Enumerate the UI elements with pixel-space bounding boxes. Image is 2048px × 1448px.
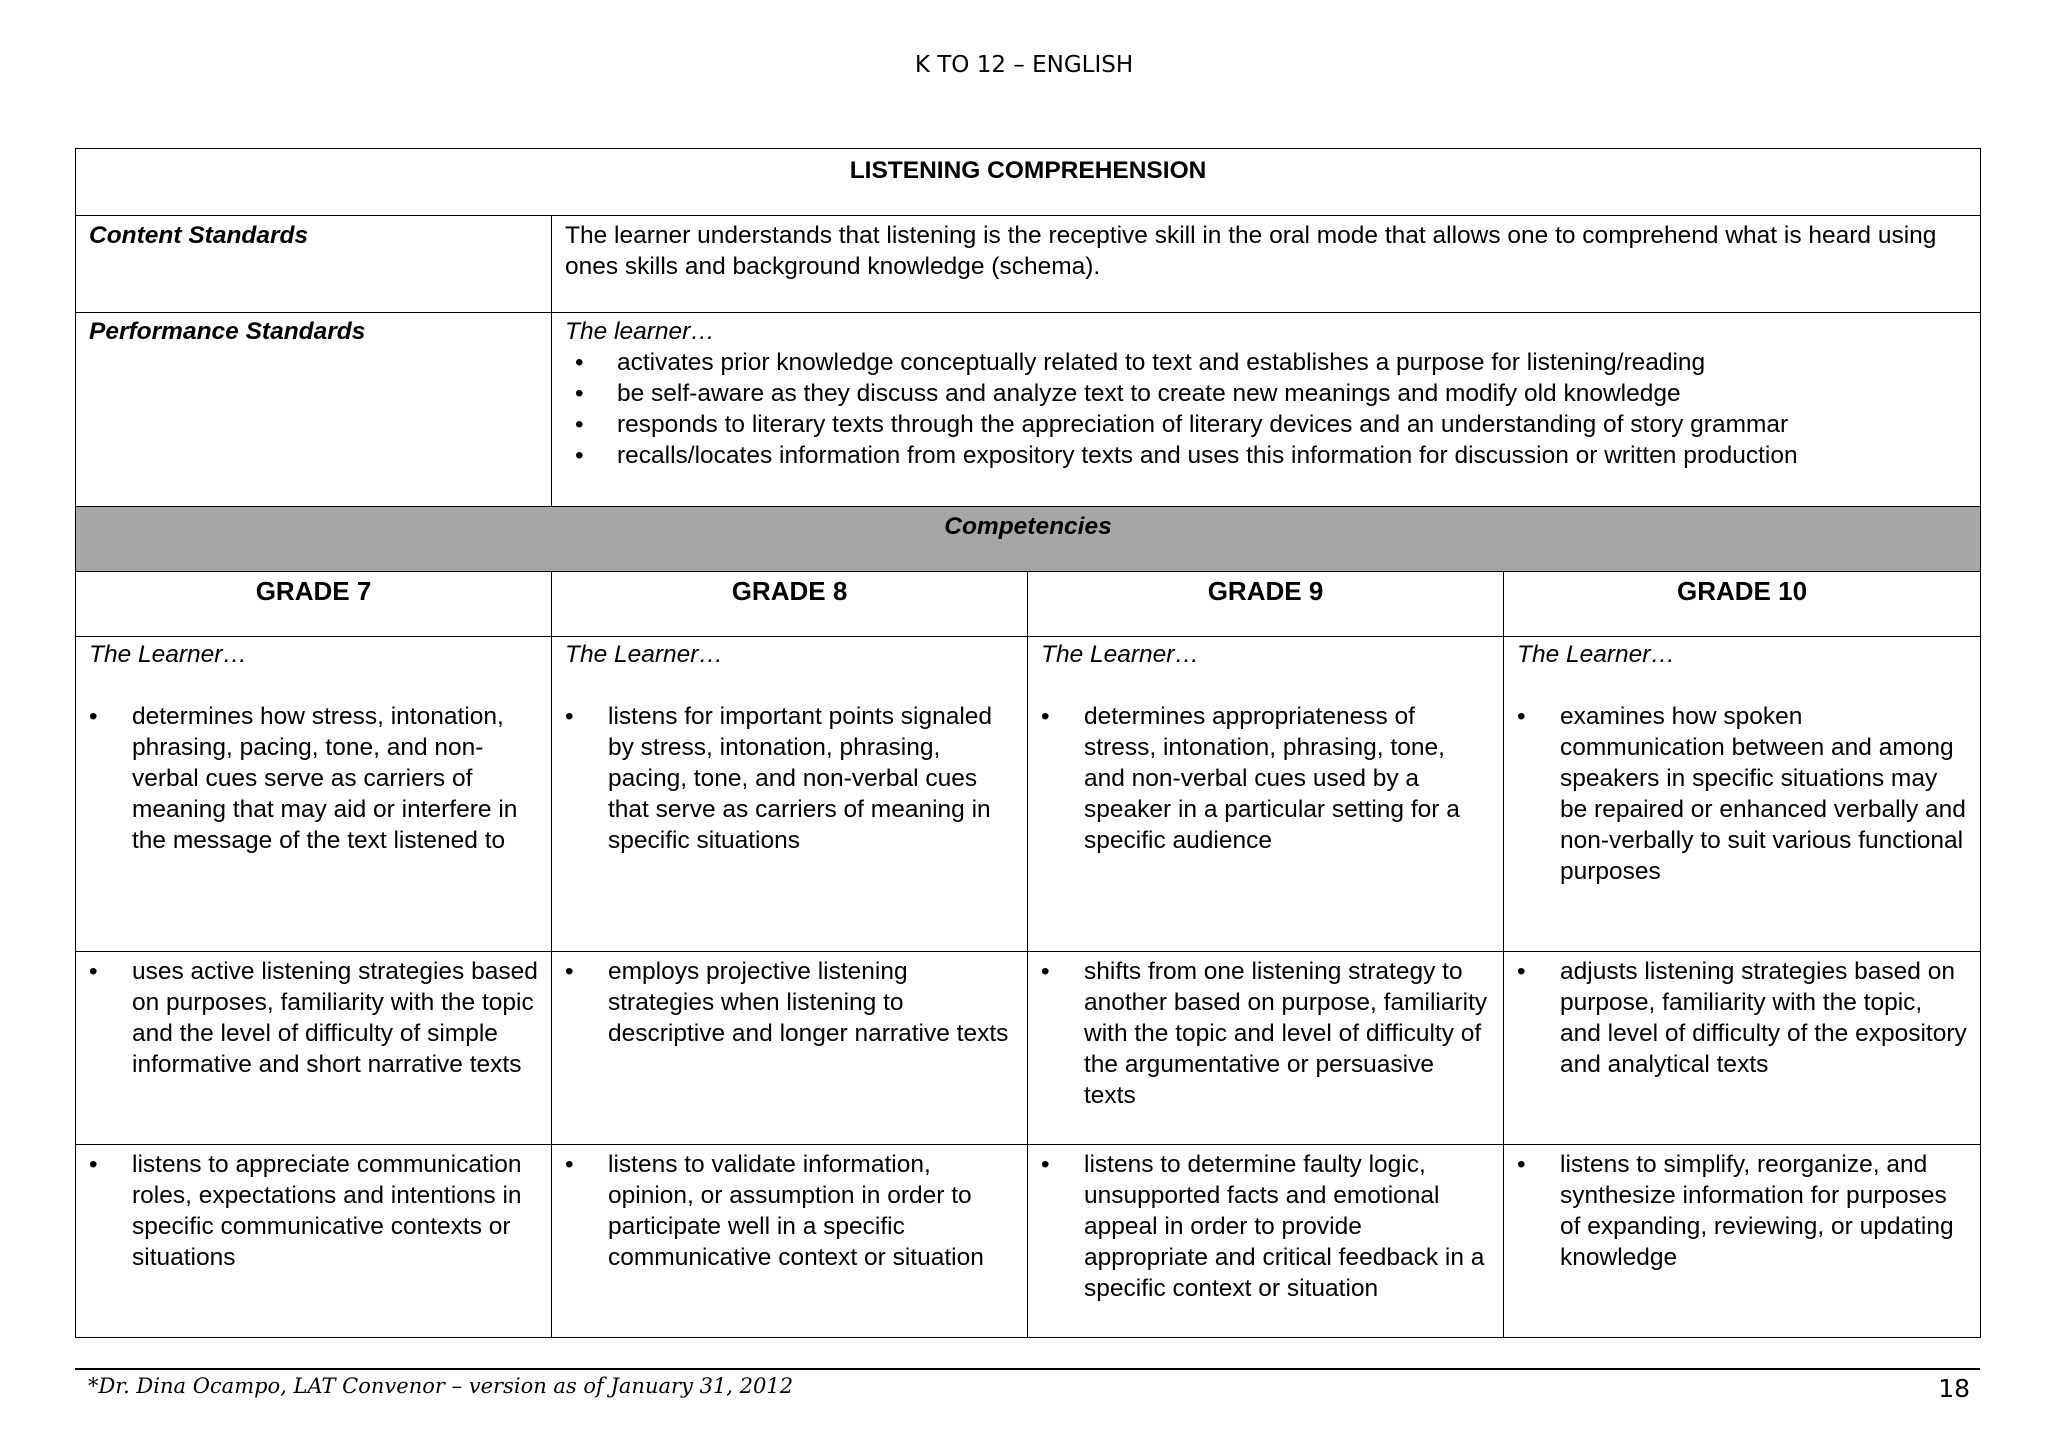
grade-9-cell — [1028, 637, 1504, 952]
bullet-icon: • — [565, 1151, 574, 1178]
list-item: • responds to literary texts through the appreciation of literary devices and an understanding of story grammar — [565, 409, 1967, 440]
grade-9-cell — [1028, 1145, 1504, 1338]
performance-standards-label: Performance Standards — [76, 313, 552, 507]
performance-intro: The learner… — [565, 318, 715, 345]
competency-text: uses active listening strategies based on purposes, familiarity with the topic and the level of difficulty of simple informative and short narrative texts — [132, 958, 538, 1078]
footer-note: *Dr. Dina Ocampo, LAT Convenor – version as of January 31, 2012 — [88, 1374, 794, 1398]
competency-text: shifts from one listening strategy to another based on purpose, familiarity with the topic and level of difficulty of the argumentative or persuasive texts — [1084, 958, 1488, 1109]
bullet-icon: • — [565, 958, 574, 985]
grade-10-cell — [1504, 637, 1981, 952]
bullet-icon: • — [1517, 703, 1526, 730]
bullet-icon: • — [565, 703, 574, 730]
competency-text: determines appropriateness of stress, intonation, phrasing, tone, and non-verbal cues used by a speaker in a particular setting for a specific audience — [1084, 703, 1460, 854]
list-item: • recalls/locates information from expository texts and uses this information for discussion or written production — [565, 440, 1967, 471]
competency-text: adjusts listening strategies based on purpose, familiarity with the topic, and level of difficulty of the expository and analytical texts — [1560, 958, 1967, 1078]
learner-label: The Learner… — [89, 641, 247, 668]
list-item: • activates prior knowledge conceptually related to text and establishes a purpose for listening/reading — [565, 347, 1967, 378]
bullet-icon: • — [1517, 958, 1526, 985]
list-item: • be self-aware as they discuss and analyze text to create new meanings and modify old knowledge — [565, 378, 1967, 409]
performance-list — [565, 347, 1967, 471]
learner-label: The Learner… — [565, 641, 723, 668]
bullet-icon: • — [1517, 1151, 1526, 1178]
performance-standards-cell — [552, 313, 1981, 507]
competency-text: determines how stress, intonation, phrasing, pacing, tone, and non-verbal cues serve as carriers of meaning that may aid or interfere in the message of the text listened to — [132, 703, 518, 854]
curriculum-table — [75, 148, 1981, 1338]
grade-10-cell — [1504, 1145, 1981, 1338]
bullet-icon: • — [1041, 958, 1050, 985]
bullet-icon: • — [89, 1151, 98, 1178]
competency-text: listens to simplify, reorganize, and synthesize information for purposes of expanding, reviewing, or updating knowledge — [1560, 1151, 1954, 1271]
competency-text: employs projective listening strategies when listening to descriptive and longer narrative texts — [608, 958, 1009, 1047]
bullet-icon: • — [1041, 1151, 1050, 1178]
performance-standards-row — [76, 313, 1981, 507]
table-row — [76, 1145, 1981, 1338]
learner-label: The Learner… — [1517, 641, 1675, 668]
grade-7-cell — [76, 1145, 552, 1338]
competencies-header: Competencies — [76, 507, 1981, 572]
footer-divider — [75, 1368, 1980, 1370]
competency-text: listens for important points signaled by stress, intonation, phrasing, pacing, tone, and non-verbal cues that serve as carriers of meaning in specific situations — [608, 703, 993, 854]
competency-text: listens to appreciate communication roles, expectations and intentions in specific communicative contexts or situations — [132, 1151, 522, 1271]
competency-text: listens to validate information, opinion, or assumption in order to participate well in a specific communicative context or situation — [608, 1151, 984, 1271]
content-standards-text: The learner understands that listening is the receptive skill in the oral mode that allows one to comprehend what is heard using ones skills and background knowledge (schema). — [552, 216, 1981, 313]
grade-header-row — [76, 572, 1981, 637]
table-row — [76, 952, 1981, 1145]
content-standards-row — [76, 216, 1981, 313]
page-header: K TO 12 – ENGLISH — [914, 52, 1134, 78]
grade-10-cell — [1504, 952, 1981, 1145]
grade-10-header: GRADE 10 — [1504, 572, 1981, 637]
grade-8-header: GRADE 8 — [552, 572, 1028, 637]
bullet-icon: • — [89, 703, 98, 730]
page-number: 18 — [1938, 1374, 1970, 1403]
grade-7-cell — [76, 952, 552, 1145]
table-row — [76, 637, 1981, 952]
table-title: LISTENING COMPREHENSION — [76, 149, 1981, 216]
bullet-icon: • — [89, 958, 98, 985]
bullet-icon: • — [1041, 703, 1050, 730]
grade-7-cell — [76, 637, 552, 952]
grade-8-cell — [552, 952, 1028, 1145]
competency-text: examines how spoken communication between and among speakers in specific situations may be repaired or enhanced verbally and non-verbally to suit various functional purposes — [1560, 703, 1966, 885]
grade-7-header: GRADE 7 — [76, 572, 552, 637]
grade-9-cell — [1028, 952, 1504, 1145]
grade-9-header: GRADE 9 — [1028, 572, 1504, 637]
grade-8-cell — [552, 1145, 1028, 1338]
content-standards-label: Content Standards — [76, 216, 552, 313]
learner-label: The Learner… — [1041, 641, 1199, 668]
competency-text: listens to determine faulty logic, unsupported facts and emotional appeal in order to provide appropriate and critical feedback in a specific context or situation — [1084, 1151, 1485, 1302]
grade-8-cell — [552, 637, 1028, 952]
